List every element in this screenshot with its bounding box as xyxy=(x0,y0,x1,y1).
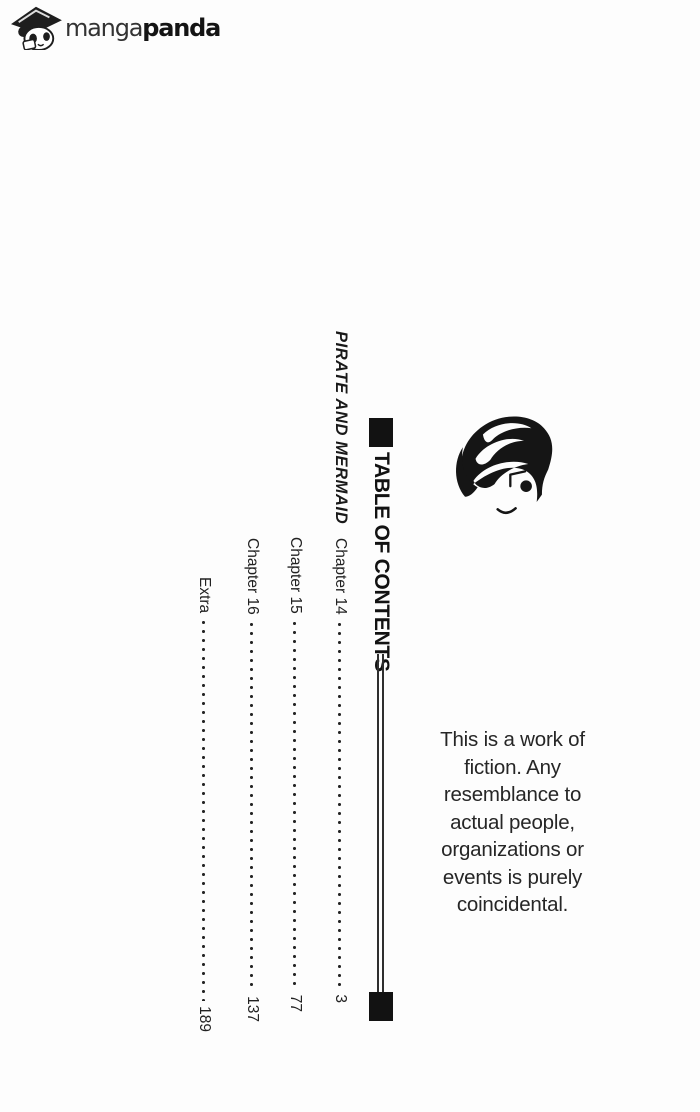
site-name-bold: panda xyxy=(142,13,221,42)
dot-leader xyxy=(337,620,344,990)
site-name-regular: manga xyxy=(65,13,143,42)
site-name xyxy=(65,14,220,42)
toc-entry-label: Chapter 15 xyxy=(287,537,305,614)
mermaid-face-icon xyxy=(451,404,557,527)
toc-title: TABLE OF CONTENTS xyxy=(370,452,393,672)
toc-entry-label: Extra xyxy=(196,577,214,614)
series-title: PIRATE AND MERMAID xyxy=(332,331,350,525)
toc-entry xyxy=(241,538,264,1022)
toc-entry-label: Chapter 16 xyxy=(244,538,262,615)
disclaimer-line: This is a work of xyxy=(440,728,585,751)
toc-entry xyxy=(193,577,216,1032)
panda-with-hat-icon xyxy=(6,2,64,55)
disclaimer-line: resemblance to xyxy=(443,783,582,806)
fiction-disclaimer xyxy=(415,726,610,919)
site-logo[interactable] xyxy=(6,2,220,55)
dot-leader xyxy=(201,618,208,1001)
dot-leader xyxy=(249,620,256,991)
toc-entry xyxy=(284,537,307,1012)
toc-entry-label: Chapter 14 xyxy=(332,538,350,615)
disclaimer-line: coincidental. xyxy=(456,893,569,916)
toc-end-cap-bottom xyxy=(369,992,393,1021)
toc-entry-page: 137 xyxy=(244,996,262,1022)
disclaimer-line: organizations or xyxy=(441,838,584,861)
toc-entry-page: 77 xyxy=(287,994,305,1012)
toc-entry xyxy=(329,538,352,1003)
disclaimer-line: actual people, xyxy=(450,810,575,834)
toc-entry-page: 3 xyxy=(332,994,350,1003)
dot-leader xyxy=(292,619,299,990)
disclaimer-line: events is purely xyxy=(442,865,583,889)
toc-end-cap-top xyxy=(369,418,393,447)
toc-double-rule xyxy=(377,654,384,992)
toc-entry-page: 189 xyxy=(196,1006,214,1032)
disclaimer-line: fiction. Any xyxy=(464,755,561,779)
